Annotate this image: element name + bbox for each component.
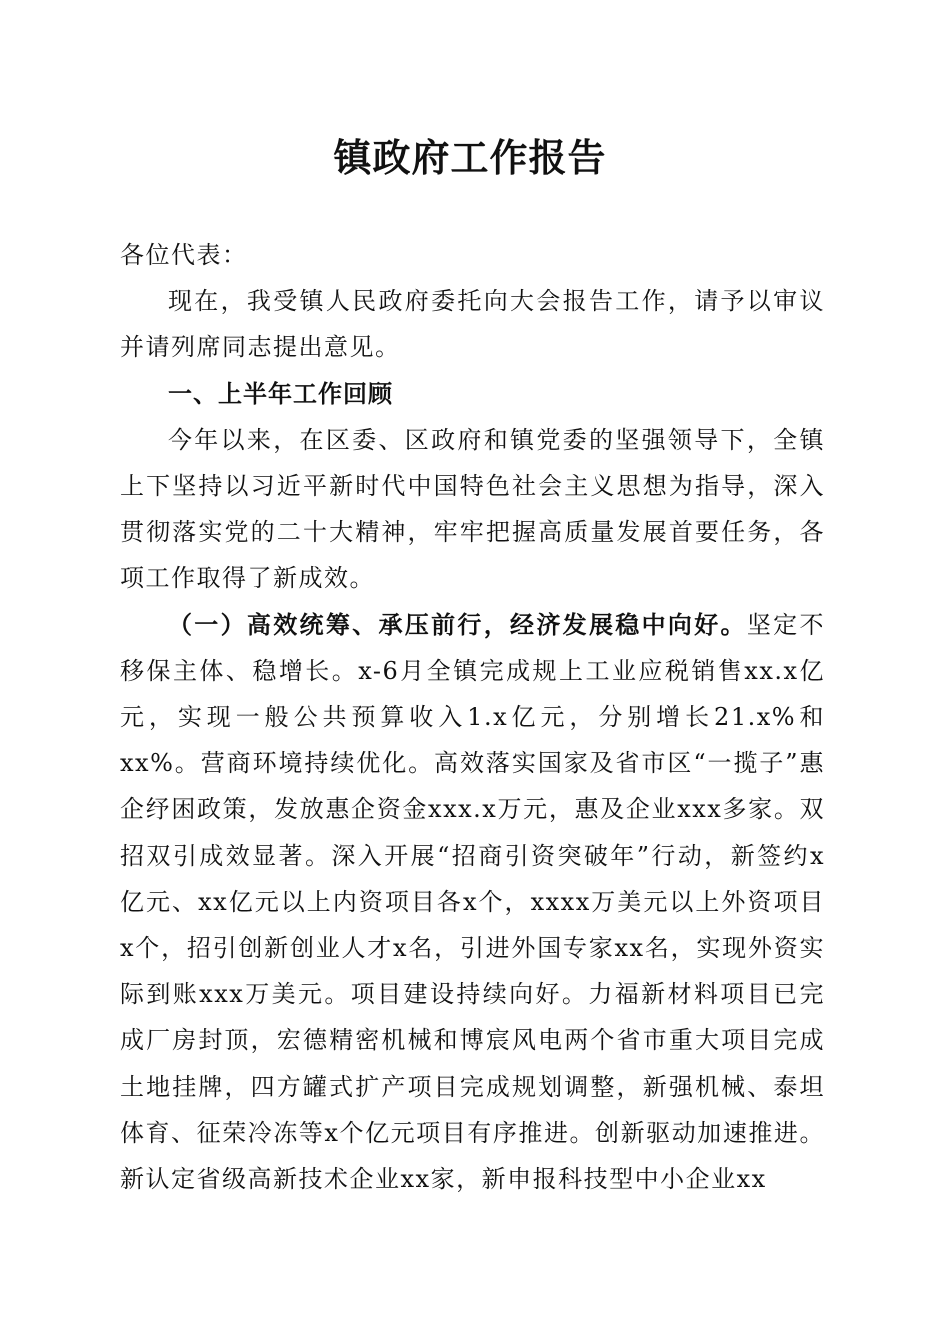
document-title: 镇政府工作报告 <box>333 135 607 180</box>
section-heading: 一、上半年工作回顾 <box>168 379 393 408</box>
document-body <box>120 232 825 1202</box>
salutation: 各位代表： <box>120 241 248 269</box>
subsection-text: 坚定不移保主体、稳增长。x-6月全镇完成规上工业应税销售xx.x亿元，实现一般公共预算收入1.x亿元，分别增长21.x%和xx%。营商环境持续优化。高效落实国家及省市区“一揽子”惠企纾困政策，发放惠企资金xxx.x万元，惠及企业xxx多家。双招双引成效显著。深入开展“招商引资突破年”行动，新签约x亿元、xx亿元以上内资项目各x个，xxxx万美元以上外资项目x个，招引创新创业人才x名，引进外国专家xx名，实现外资实际到账xxx万美元。项目建设持续向好。力福新材料项目已完成厂房封顶，宏德精密机械和博宸风电两个省市重大项目完成土地挂牌，四方罐式扩产项目完成规划调整，新强机械、泰坦体育、征荣冷冻等x个亿元项目有序推进。创新驱动加速推进。新认定省级高新技术企业xx家，新申报科技型中小企业xx <box>120 610 825 1194</box>
intro-paragraph: 现在，我受镇人民政府委托向大会报告工作，请予以审议并请列席同志提出意见。 <box>120 287 825 362</box>
economy-paragraph <box>120 602 825 1203</box>
subsection-heading: （一）高效统筹、承压前行，经济发展稳中向好。 <box>168 609 747 639</box>
overview-paragraph: 今年以来，在区委、区政府和镇党委的坚强领导下，全镇上下坚持以习近平新时代中国特色社会主义思想为指导，深入贯彻落实党的二十大精神，牢牢把握高质量发展首要任务，各项工作取得了新成效。 <box>120 425 825 593</box>
